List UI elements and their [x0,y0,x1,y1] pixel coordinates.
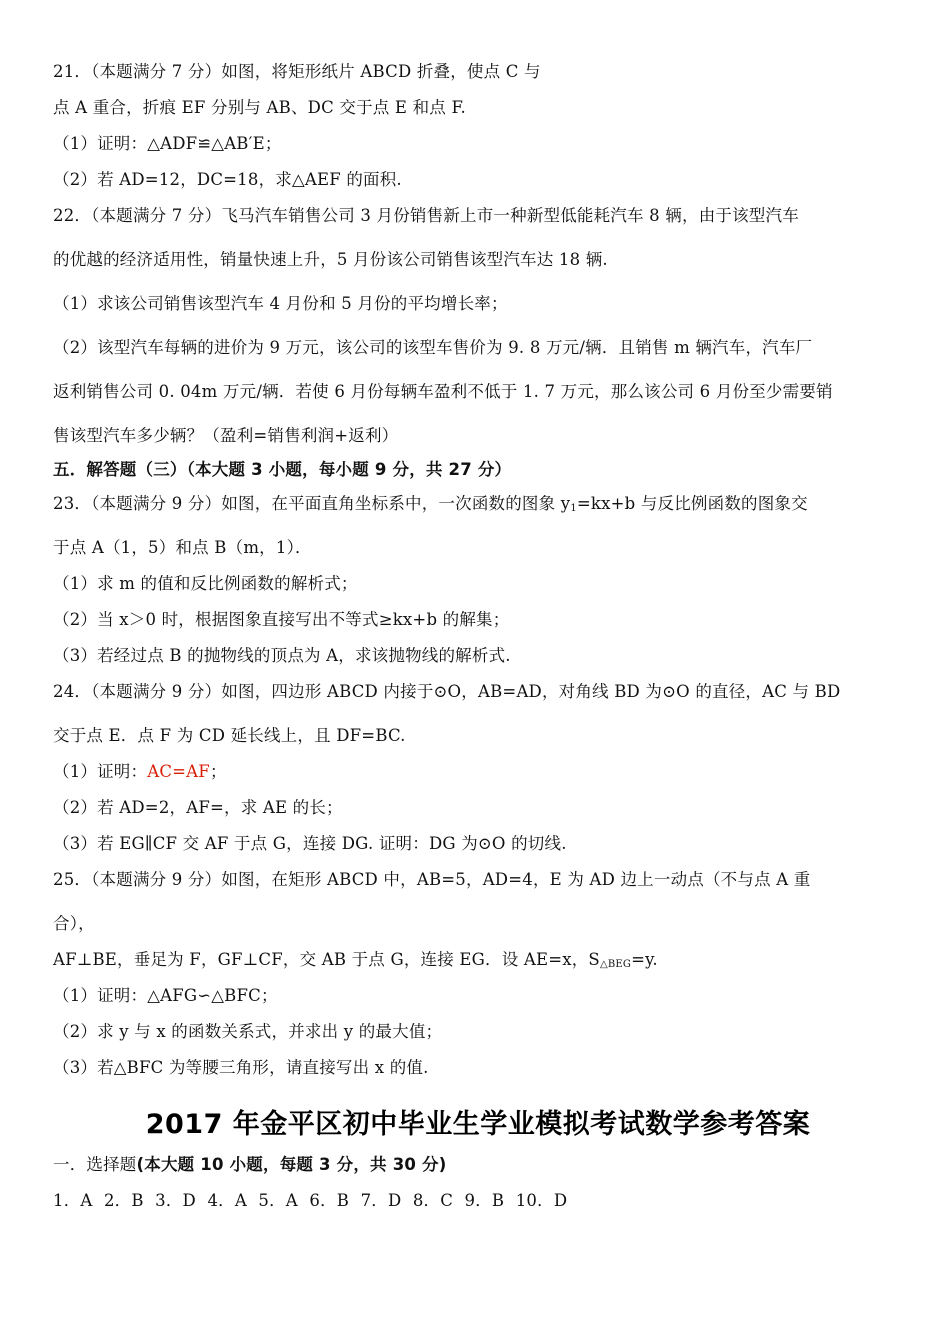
q25-cont1: 合）， [53,914,95,933]
answer-item: 9．B [464,1191,505,1210]
q23-head-text-a: 23．（本题满分 9 分）如图，在平面直角坐标系中，一次函数的图象 y [53,494,571,513]
q21-head: 21．（本题满分 7 分）如图，将矩形纸片 ABCD 折叠，使点 C 与 [53,62,541,81]
q23-head [53,490,903,514]
answer-item: 8．C [412,1191,454,1210]
q23-head-subscript: 1 [570,503,577,514]
q22-part1: （1）求该公司销售该型汽车 4 月份和 5 月份的平均增长率； [53,294,508,313]
q22-part2-line2: 返利销售公司 0. 04m 万元/辆．若使 6 月份每辆车盈利不低于 1. 7 万元，那么该公司 6 月份至少需要销 [53,382,833,401]
answer-item: 7．D [360,1191,402,1210]
q21-cont: 点 A 重合，折痕 EF 分别与 AB、DC 交于点 E 和点 F. [53,98,466,117]
q25-part3: （3）若△BFC 为等腰三角形，请直接写出 x 的值. [53,1058,429,1077]
q25-cont2-text-b: =y. [631,950,658,969]
q24-head: 24．（本题满分 9 分）如图，四边形 ABCD 内接于⊙O，AB=AD，对角线 BD 为⊙O 的直径，AC 与 BD [53,682,841,701]
answer-section-1-heading [53,1151,903,1175]
q25-cont2 [53,946,903,970]
q24-cont: 交于点 E．点 F 为 CD 延长线上，且 DF=BC. [53,726,406,745]
q22-head: 22．（本题满分 7 分）飞马汽车销售公司 3 月份销售新上市一种新型低能耗汽车 8 辆，由于该型汽车 [53,206,799,225]
q23-head-text-b: =kx+b 与反比例函数的图象交 [576,494,808,513]
answer-title: 2017 年金平区初中毕业生学业模拟考试数学参考答案 [145,1109,811,1140]
q24-part1-prefix: （1）证明： [53,762,148,781]
answer-item: 3．D [155,1191,196,1210]
q23-part2: （2）当 x＞0 时，根据图象直接写出不等式≥kx+b 的解集； [53,610,510,629]
q24-part1 [53,758,903,782]
q24-part1-highlight: AC=AF [147,762,210,781]
answer-section-1-detail: (本大题 10 小题，每题 3 分，共 30 分) [136,1155,447,1174]
answer-item: 2．B [103,1191,144,1210]
q22-part2-line1: （2）该型汽车每辆的进价为 9 万元，该公司的该型车售价为 9. 8 万元/辆．且销售 m 辆汽车，汽车厂 [53,338,813,357]
q21-part2: （2）若 AD=12，DC=18，求△AEF 的面积. [53,170,402,189]
answer-item: 6．B [309,1191,350,1210]
q23-cont: 于点 A（1，5）和点 B（m，1）． [53,538,312,557]
q25-part1: （1）证明：△AFG∽△BFC； [53,986,278,1005]
exam-page [53,58,903,1211]
answer-item: 1．A [53,1191,93,1210]
q23-part3: （3）若经过点 B 的抛物线的顶点为 A，求该抛物线的解析式. [53,646,511,665]
q24-part2: （2）若 AD=2，AF=，求 AE 的长； [53,798,343,817]
answer-item: 10．D [515,1191,568,1210]
q21-part1: （1）证明：△ADF≌△AB′E； [53,134,282,153]
section-5-heading: 五．解答题（三）（本大题 3 小题，每小题 9 分，共 27 分） [53,460,512,479]
q22-part2-line3: 售该型汽车多少辆？（盈利=销售利润+返利） [53,426,399,445]
q24-part1-suffix: ； [209,762,227,781]
q25-cont2-subscript: △BEG [599,959,632,970]
answer-section-1-label: 一．选择题 [53,1155,137,1174]
q24-part3: （3）若 EG∥CF 交 AF 于点 G，连接 DG. 证明：DG 为⊙O 的切线. [53,834,567,853]
q23-part1: （1）求 m 的值和反比例函数的解析式； [53,574,358,593]
q25-head: 25．（本题满分 9 分）如图，在矩形 ABCD 中，AB=5，AD=4，E 为 AD 边上一动点（不与点 A 重 [53,870,811,889]
q22-cont: 的优越的经济适用性，销量快速上升，5 月份该公司销售该型汽车达 18 辆. [53,250,608,269]
q25-cont2-text-a: AF⊥BE，垂足为 F，GF⊥CF，交 AB 于点 G，连接 EG．设 AE=x，S [53,950,600,969]
answer-list [53,1187,903,1211]
answer-item: 4．A [207,1191,247,1210]
answer-item: 5．A [258,1191,298,1210]
q25-part2: （2）求 y 与 x 的函数关系式，并求出 y 的最大值； [53,1022,443,1041]
